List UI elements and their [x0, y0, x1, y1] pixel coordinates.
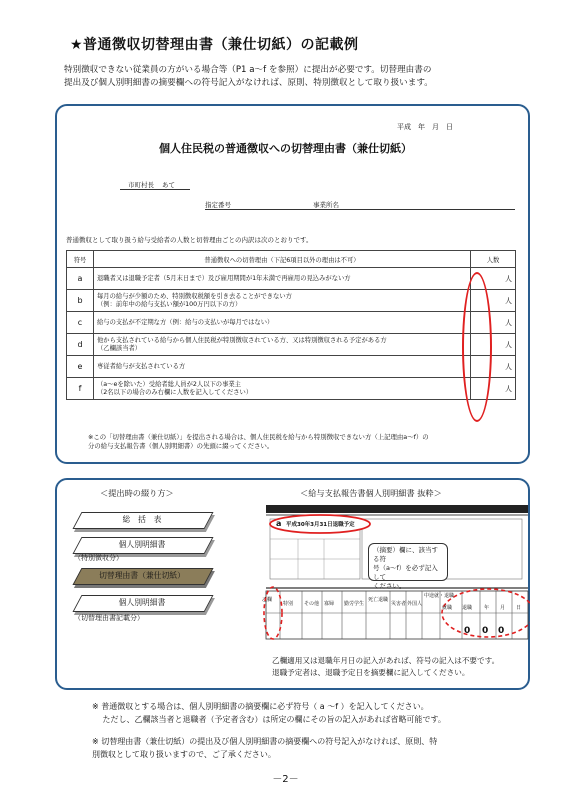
row-count[interactable]: 人	[471, 378, 516, 400]
row-reason	[94, 312, 471, 334]
row-reason	[94, 268, 471, 290]
row-reason-line: 給与の支払が不定期な方（例：給与の支払いが毎月ではない）	[97, 318, 274, 326]
row-reason-line: （乙欄該当者）	[97, 344, 142, 352]
date-header: 月	[500, 605, 506, 611]
form-lead-text: 普通徴収として取り扱う給与受給者の人数と切替理由ごとの内訳は次のとおりです。	[66, 236, 313, 244]
date-header: 退職	[462, 605, 473, 611]
footnote-2	[92, 735, 532, 761]
summary-code: a	[276, 519, 282, 528]
statement-note	[272, 655, 532, 679]
col-header: 災害者	[391, 601, 407, 607]
table-row	[67, 290, 516, 312]
layer-detail-reason-sub: （切替理由書記載分）	[74, 614, 144, 622]
intro-text	[64, 64, 514, 90]
col-header-otsu: 乙欄	[262, 597, 273, 603]
row-reason	[94, 334, 471, 356]
designation-label: 指定番号	[205, 201, 231, 209]
col-header: 死亡退職	[368, 597, 389, 603]
page-title: ★普通徴収切替理由書（兼仕切紙）の記載例	[70, 37, 359, 53]
layer-reason-sheet-label: 切替理由書（兼仕切紙）	[99, 571, 185, 580]
row-reason	[94, 356, 471, 378]
row-mark: e	[67, 356, 94, 378]
callout-line: 号（a〜f）を必ず記入して	[373, 564, 438, 581]
table-row	[67, 356, 516, 378]
intro-line: 提出及び個人別明細書の摘要欄への符号記入がなければ、原則、特別徴収として取り扱います。	[64, 78, 433, 88]
office-label: 事業所名	[313, 201, 339, 209]
mayor-line	[120, 180, 190, 190]
statement-note-line: 退職予定者は、退職予定日を摘要欄に記入してください。	[272, 668, 470, 677]
statement-heading: ＜給与支払報告書個人別明細書 抜粋＞	[300, 488, 442, 498]
designation-line	[205, 200, 515, 210]
col-header: 中途就・退職	[424, 593, 455, 599]
summary-text: 平成30年3月31日退職予定	[286, 522, 355, 528]
callout-line: （摘要）欄に、該当する符	[373, 546, 438, 563]
table-row	[67, 312, 516, 334]
count-column-highlight	[462, 272, 492, 422]
row-reason-line: 退職者又は退職予定者（5月末日まで）及び雇用期間が1年未満で再雇用の見込みがない方	[97, 274, 351, 282]
header-mark: 符号	[67, 251, 94, 268]
footnote-line: ※ 普通徴収とする場合は、個人別明細書の摘要欄に必ず符号（ a 〜f ）を記入してください。	[92, 702, 429, 711]
layer-detail-reason-label: 個人別明細書	[118, 598, 166, 607]
retire-value: 0	[482, 626, 489, 636]
col-header: その他	[304, 601, 320, 607]
footnote-line: ただし、乙欄該当者と退職者（予定者含む）は所定の欄にその旨の記入があれば省略可能です。	[92, 715, 446, 724]
mayor-label: 市町村長	[128, 181, 154, 189]
intro-line: 特別徴収できない従業員の方がいる場合等（P1 a〜f を参照）に提出が必要です。切替理由書の	[64, 65, 432, 75]
row-reason	[94, 378, 471, 400]
table-row	[67, 378, 516, 400]
layer-summary-label: 総 括 表	[122, 515, 162, 524]
row-mark: a	[67, 268, 94, 290]
form-note	[88, 433, 518, 451]
form-note-line: 分の給与支払報告書（個人別明細書）の先頭に綴ってください。	[88, 442, 274, 450]
col-header: 勤労学生	[344, 601, 365, 607]
statement-note-line: 乙欄適用又は退職年月日の記入があれば、符号の記入は不要です。	[272, 656, 500, 665]
binding-heading: ＜提出時の綴り方＞	[100, 488, 174, 498]
form-note-line: ※この「切替理由書（兼仕切紙）」を提出される場合は、個人住民税を給与から特別徴収できない方（上記理由a〜f）の	[88, 433, 429, 441]
row-reason-line: （2名以下の場合のみ右欄に人数を記入してください）	[97, 388, 253, 396]
table-row	[67, 334, 516, 356]
row-count[interactable]: 人	[471, 312, 516, 334]
table-row	[67, 268, 516, 290]
row-count[interactable]: 人	[471, 356, 516, 378]
header-reason: 普通徴収への切替理由（下記6項目以外の理由は不可）	[94, 251, 471, 268]
row-mark: f	[67, 378, 94, 400]
row-reason-line: 他から支払されている給与から個人住民税が特別徴収されている方、又は特別徴収される予定がある方	[97, 336, 387, 344]
layer-detail-special-label: 個人別明細書	[118, 540, 166, 549]
mayor-suffix: あて	[162, 181, 175, 189]
row-reason-line: 専従者給与が支払されている方	[97, 362, 186, 370]
reason-table-header	[67, 251, 516, 268]
footnote-line: 別徴収として取り扱いますので、ご了承ください。	[92, 750, 276, 759]
layer-detail-special-sub: （特別徴収分）	[74, 554, 123, 562]
row-mark: d	[67, 334, 94, 356]
col-header: 特別	[283, 601, 294, 607]
row-reason	[94, 290, 471, 312]
callout-line: ください。	[373, 582, 406, 590]
reason-table	[66, 250, 516, 400]
date-header: 就職	[442, 605, 453, 611]
row-count[interactable]: 人	[471, 290, 516, 312]
row-reason-line: （a〜eを除いた）受給者総人員が2人以下の事業主	[97, 380, 241, 388]
form-heading: 個人住民税の普通徴収への切替理由書（兼仕切紙）	[159, 142, 412, 155]
retire-value: 0	[498, 626, 505, 636]
header-count: 人数	[471, 251, 516, 268]
form-date: 平成 年 月 日	[397, 123, 453, 131]
date-header: 年	[484, 605, 490, 611]
footnote-1	[92, 700, 532, 726]
row-count[interactable]: 人	[471, 268, 516, 290]
row-count[interactable]: 人	[471, 334, 516, 356]
row-mark: c	[67, 312, 94, 334]
row-reason-line: 毎月の給与が少額のため、特別徴収税額を引き去ることができない方	[97, 292, 292, 300]
col-header: 寡婦	[324, 601, 335, 607]
summary-callout	[368, 543, 448, 590]
row-reason-line: （例：前年中の給与支払い額が100万円以下の方）	[97, 300, 242, 308]
footnote-line: ※ 切替理由書（兼仕切紙）の提出及び個人別明細書の摘要欄への符号記入がなければ、原則、特	[92, 737, 438, 746]
retire-value: 0	[464, 626, 471, 636]
col-header: 外国人	[407, 601, 423, 607]
date-header: 日	[516, 605, 522, 611]
page-number: －2－	[272, 774, 299, 785]
row-mark: b	[67, 290, 94, 312]
